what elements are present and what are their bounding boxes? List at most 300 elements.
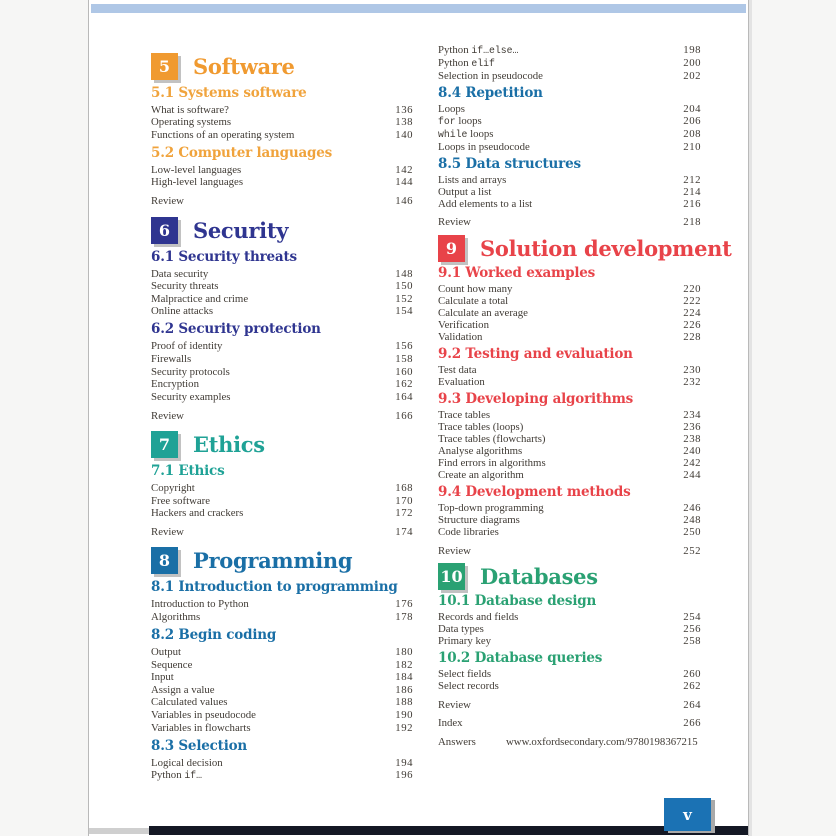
code-term: for: [438, 115, 456, 127]
book-page: [88, 0, 749, 836]
chapter-number: 7: [151, 431, 178, 458]
text-segment: Introduction to Python: [151, 598, 249, 611]
text-segment: Verification: [438, 319, 489, 332]
toc-entry-label: [151, 722, 251, 735]
toc-entry: [151, 482, 413, 495]
toc-entry-label: [151, 646, 181, 659]
toc-entry: [438, 717, 701, 729]
toc-entry: [438, 331, 701, 343]
toc-entry-page: 162: [395, 378, 413, 391]
chapter-heading-10: [438, 563, 701, 591]
toc-entry-page: 152: [395, 292, 413, 305]
toc-entry-label: [151, 495, 210, 508]
text-segment: Review: [151, 526, 184, 539]
text-segment: Create an algorithm: [438, 469, 524, 482]
toc-entry: [438, 469, 701, 481]
toc-entry-page: 212: [683, 173, 701, 186]
toc-entry: [151, 340, 413, 353]
chapter-number: 5: [151, 53, 178, 80]
text-segment: Assign a value: [151, 683, 215, 696]
toc-entry: [151, 353, 413, 366]
toc-entry-label: [438, 216, 471, 228]
toc-entry: [151, 104, 413, 117]
text-segment: Review: [151, 409, 184, 422]
text-segment: Count how many: [438, 283, 513, 296]
toc-entry-page: 258: [683, 635, 701, 648]
toc-entry-label: [438, 295, 508, 307]
chapter-title: Security: [193, 217, 289, 243]
code-term: if…: [184, 770, 202, 782]
text-segment: Primary key: [438, 635, 492, 648]
toc-entry-label: [151, 293, 248, 306]
toc-entry: [151, 495, 413, 508]
toc-entry-label: [438, 433, 546, 445]
text-segment: Proof of identity: [151, 340, 223, 353]
text-segment: Validation: [438, 331, 483, 344]
toc-entry-page: 208: [683, 127, 701, 140]
chapter-heading-5: [151, 51, 413, 81]
toc-entry-label: [151, 268, 208, 281]
toc-entry-label: [438, 103, 465, 115]
text-segment: Input: [151, 671, 174, 684]
text-segment: loops: [467, 127, 494, 140]
toc-entry-page: 252: [683, 544, 701, 557]
text-segment: Firewalls: [151, 353, 192, 366]
toc-entry: [151, 164, 413, 177]
text-segment: Index: [438, 717, 463, 730]
toc-entry-label: [438, 141, 530, 153]
chapter-number: 9: [438, 235, 465, 262]
section-heading: 8.5 Data structures: [438, 155, 581, 172]
toc-entry-page: 210: [683, 141, 701, 154]
text-segment: Evaluation: [438, 376, 485, 389]
section-heading: 6.1 Security threats: [151, 248, 297, 265]
toc-entry-label: [438, 623, 484, 635]
chapter-number: 10: [438, 563, 465, 590]
toc-entry-page: 250: [683, 525, 701, 538]
text-segment: Security threats: [151, 280, 219, 293]
toc-entry-page: 174: [395, 526, 413, 539]
toc-entry-label: [438, 376, 485, 388]
text-segment: Trace tables (flowcharts): [438, 432, 546, 445]
toc-entry-label: [438, 364, 477, 376]
toc-entry: [438, 611, 701, 623]
text-segment: Add elements to a list: [438, 197, 533, 210]
toc-entry: [151, 176, 413, 189]
chapter-number: 6: [151, 217, 178, 244]
toc-entry-page: 196: [395, 769, 413, 782]
text-segment: Python: [438, 44, 472, 56]
toc-entry-label: [438, 717, 463, 729]
toc-entry-label: [438, 445, 522, 457]
text-segment: Security examples: [151, 390, 231, 403]
toc-entry-label: [438, 409, 490, 421]
toc-entry: [151, 722, 413, 735]
text-segment: Review: [151, 195, 184, 208]
toc-entry: [438, 623, 701, 635]
toc-entry-page: 140: [395, 128, 413, 141]
toc-entry: [151, 757, 413, 770]
toc-entry: [438, 70, 701, 82]
toc-entry: [438, 115, 701, 128]
toc-entry-page: 160: [395, 365, 413, 378]
toc-entry-page: 262: [683, 680, 701, 692]
toc-entry: [151, 268, 413, 281]
section-heading: 8.1 Introduction to programming: [151, 579, 398, 596]
toc-entry: [438, 421, 701, 433]
toc-entry-label: [438, 283, 512, 295]
section-heading: 7.1 Ethics: [151, 463, 225, 479]
toc-entry-page: 156: [395, 340, 413, 353]
toc-entry-page: 220: [683, 283, 701, 296]
toc-entry-label: [151, 116, 231, 129]
text-segment: Output: [151, 646, 181, 659]
toc-entry-label: [151, 129, 294, 142]
section-heading: 9.4 Development methods: [438, 483, 631, 500]
toc-entry-label: [151, 195, 184, 208]
toc-entry: [438, 409, 701, 421]
toc-entry: [151, 611, 413, 624]
toc-entry-page: 218: [683, 216, 701, 229]
toc-entry-label: [151, 176, 243, 189]
toc-entry-label: [438, 70, 543, 82]
toc-entry-label: [438, 457, 546, 469]
toc-entry-label: [438, 514, 520, 526]
text-segment: Variables in pseudocode: [151, 709, 256, 722]
toc-entry: [151, 391, 413, 404]
toc-entry-label: [438, 174, 506, 186]
toc-entry-page: 154: [395, 305, 413, 318]
toc-entry-label: [438, 526, 499, 538]
toc-entry-page: 190: [395, 709, 413, 722]
toc-entry: [438, 668, 701, 680]
toc-entry-page: 244: [683, 469, 701, 482]
text-segment: High-level languages: [151, 176, 244, 189]
toc-entry-page: 188: [395, 696, 413, 709]
toc-entry: [438, 376, 701, 388]
toc-entry: [151, 280, 413, 293]
toc-entry-label: [438, 668, 491, 680]
section-heading: 9.3 Developing algorithms: [438, 390, 634, 407]
text-segment: Selection in pseudocode: [438, 70, 543, 83]
toc-entry-label: [438, 545, 471, 557]
toc-entry-label: [438, 635, 491, 647]
toc-entry-label: [151, 507, 243, 520]
text-segment: Trace tables (loops): [438, 420, 524, 433]
text-segment: Copyright: [151, 482, 195, 494]
toc-entry-page: 166: [395, 409, 413, 422]
toc-entry-page: 148: [395, 267, 413, 280]
toc-entry-page: 222: [683, 295, 701, 308]
text-segment: Operating systems: [151, 116, 232, 129]
toc-entry-page: 184: [395, 671, 413, 684]
toc-entry: [438, 457, 701, 469]
toc-entry-label: [438, 198, 532, 210]
toc-entry-page: 228: [683, 331, 701, 344]
chapter-title: Ethics: [193, 432, 265, 457]
text-segment: Calculated values: [151, 696, 228, 709]
bottom-edge-strip: [89, 828, 149, 834]
toc-entry-label: [438, 331, 482, 343]
toc-entry: [438, 364, 701, 376]
toc-entry-label: [151, 353, 191, 366]
toc-entry-page: 224: [683, 307, 701, 320]
text-segment: Encryption: [151, 378, 199, 391]
text-segment: Python: [438, 57, 472, 70]
toc-entry-label: [438, 57, 495, 70]
text-segment: Data security: [151, 267, 209, 280]
toc-entry: [151, 129, 413, 142]
toc-entry-page: 204: [683, 102, 701, 115]
text-segment: Loops in pseudocode: [438, 141, 530, 154]
toc-entry: [438, 545, 701, 557]
page-number: v: [683, 805, 692, 824]
text-segment: Calculate a total: [438, 295, 509, 308]
toc-entry-page: 176: [395, 598, 413, 611]
toc-entry-label: [151, 391, 230, 404]
toc-entry-label: [438, 699, 471, 711]
section-heading: 5.1 Systems software: [151, 84, 307, 101]
toc-entry: [151, 116, 413, 129]
toc-entry: [151, 646, 413, 659]
toc-entry: [438, 128, 701, 141]
toc-entry-page: 198: [683, 44, 701, 56]
toc-entry-page: 236: [683, 420, 701, 433]
toc-entry-page: 254: [683, 611, 701, 624]
toc-entry: [151, 305, 413, 318]
toc-entry-page: 256: [683, 623, 701, 636]
section-heading: 6.2 Security protection: [151, 321, 321, 338]
section-heading: 10.2 Database queries: [438, 649, 603, 666]
toc-entry: [151, 671, 413, 684]
section-heading: 8.3 Selection: [151, 737, 248, 754]
text-segment: Functions of an operating system: [151, 128, 295, 141]
chapter-heading-7: [151, 430, 413, 460]
toc-entry: [438, 526, 701, 538]
toc-entry: [151, 598, 413, 611]
section-heading: 8.4 Repetition: [438, 84, 543, 101]
toc-entry: [151, 410, 413, 423]
toc-entry-label: [151, 366, 230, 379]
toc-entry: [438, 680, 701, 692]
toc-entry-page: 192: [395, 721, 413, 734]
toc-entry-page: 206: [683, 114, 701, 127]
toc-entry: [151, 293, 413, 306]
toc-entry: [151, 526, 413, 539]
toc-entry-page: 142: [395, 163, 413, 176]
code-term: if…else…: [471, 45, 519, 56]
toc-entry-page: 248: [683, 513, 701, 526]
toc-entry-page: 214: [683, 185, 701, 198]
chapter-title: Databases: [480, 564, 598, 590]
toc-entry: [438, 198, 701, 210]
text-segment: Low-level languages: [151, 163, 242, 176]
toc-entry-label: [151, 757, 223, 770]
section-heading: 5.2 Computer languages: [151, 144, 333, 161]
toc-entry-label: [151, 598, 249, 611]
toc-entry-page: 146: [395, 195, 413, 208]
toc-entry-label: [151, 526, 184, 539]
text-segment: Structure diagrams: [438, 513, 520, 526]
toc-entry-page: 264: [683, 698, 701, 711]
toc-entry: [438, 307, 701, 319]
chapter-heading-6: [151, 215, 413, 245]
toc-entry: [438, 103, 701, 115]
toc-entry-page: 266: [683, 717, 701, 730]
code-term: elif: [471, 58, 495, 70]
toc-entry: [438, 502, 701, 514]
toc-entry-label: [151, 671, 174, 684]
toc-entry: [438, 635, 701, 647]
toc-column-right: [438, 44, 732, 748]
toc-entry: [151, 366, 413, 379]
toc-entry-page: 150: [395, 280, 413, 293]
toc-column-left: [151, 44, 413, 783]
toc-entry: [151, 507, 413, 520]
toc-entry-label: [151, 709, 256, 722]
toc-entry: [438, 216, 701, 228]
text-segment: Trace tables: [438, 408, 491, 421]
text-segment: Select fields: [438, 667, 492, 680]
text-segment: Malpractice and crime: [151, 292, 249, 305]
toc-entry-page: 242: [683, 457, 701, 470]
toc-entry: [151, 684, 413, 697]
text-segment: loops: [455, 114, 482, 127]
toc-entry-page: 144: [395, 176, 413, 189]
toc-entry: [438, 141, 701, 153]
answers-url: www.oxfordsecondary.com/9780198367215: [506, 735, 698, 748]
text-segment: Loops: [438, 102, 465, 115]
section-heading: 10.1 Database design: [438, 593, 597, 610]
toc-entry-label: [151, 482, 195, 495]
toc-entry: [438, 433, 701, 445]
toc-entry: [438, 283, 701, 295]
text-segment: Data types: [438, 623, 484, 636]
toc-entry: [151, 709, 413, 722]
toc-entry-page: 230: [683, 364, 701, 376]
text-segment: Online attacks: [151, 305, 214, 318]
chapter-title: Software: [193, 53, 295, 79]
toc-entry-label: [151, 684, 215, 697]
toc-entry-page: 216: [683, 197, 701, 210]
toc-entry-label: [151, 659, 192, 672]
text-segment: Analyse algorithms: [438, 444, 523, 457]
toc-entry-page: 168: [395, 482, 413, 494]
chapter-title: Programming: [193, 548, 353, 574]
text-segment: Variables in flowcharts: [151, 721, 251, 734]
toc-entry-page: 194: [395, 756, 413, 769]
toc-entry-page: 178: [395, 610, 413, 623]
toc-entry-label: [151, 340, 222, 353]
toc-entry-page: 200: [683, 57, 701, 70]
toc-entry: [438, 174, 701, 186]
toc-entry: [151, 696, 413, 709]
toc-entry-page: 246: [683, 501, 701, 514]
toc-entry-label: [438, 611, 518, 623]
text-segment: Calculate an average: [438, 307, 528, 320]
toc-entry-page: 238: [683, 432, 701, 445]
toc-entry-page: 202: [683, 70, 701, 83]
toc-entry-page: 186: [395, 683, 413, 696]
text-segment: Top-down programming: [438, 501, 544, 514]
chapter-heading-9: [438, 235, 732, 263]
text-segment: Review: [438, 698, 471, 711]
toc-entry: [438, 295, 701, 307]
answers-row: [438, 736, 701, 749]
toc-entry: [151, 195, 413, 208]
code-term: while: [438, 128, 468, 140]
toc-entry: [438, 319, 701, 331]
toc-entry: [151, 769, 413, 783]
toc-entry: [151, 378, 413, 391]
section-heading: 9.2 Testing and evaluation: [438, 346, 633, 362]
chapter-number: 8: [151, 547, 178, 574]
toc-entry-page: 138: [395, 116, 413, 129]
section-heading: 8.2 Begin coding: [151, 627, 277, 644]
toc-entry-page: 136: [395, 103, 413, 116]
toc-entry-label: [151, 696, 227, 709]
toc-entry: [438, 699, 701, 711]
toc-entry-page: 180: [395, 646, 413, 659]
toc-entry-label: [438, 115, 482, 128]
toc-entry-label: [151, 305, 213, 318]
bottom-bar: [149, 826, 748, 835]
text-segment: Select records: [438, 680, 499, 692]
text-segment: Lists and arrays: [438, 173, 507, 186]
toc-entry-page: 182: [395, 658, 413, 671]
text-segment: Test data: [438, 364, 477, 376]
section-heading: 9.1 Worked examples: [438, 265, 596, 282]
toc-entry-page: 234: [683, 408, 701, 421]
toc-entry-page: 172: [395, 507, 413, 520]
toc-entry-label: [438, 469, 524, 481]
toc-entry: [438, 514, 701, 526]
toc-entry-page: 158: [395, 353, 413, 366]
chapter-heading-8: [151, 546, 413, 576]
text-segment: Find errors in algorithms: [438, 457, 546, 470]
text-segment: Output a list: [438, 185, 492, 198]
toc-entry-label: [151, 280, 218, 293]
text-segment: Algorithms: [151, 610, 201, 623]
toc-entry-label: [438, 421, 523, 433]
toc-entry: [151, 659, 413, 672]
text-segment: Logical decision: [151, 756, 223, 769]
toc-entry: [438, 186, 701, 198]
text-segment: Free software: [151, 494, 211, 507]
page-number-badge: [664, 798, 711, 831]
text-segment: Python: [151, 769, 185, 782]
text-segment: Hackers and crackers: [151, 507, 244, 520]
toc-entry-label: [438, 128, 494, 141]
text-segment: Records and fields: [438, 611, 519, 624]
toc-entry-page: 226: [683, 319, 701, 332]
toc-entry-label: [438, 502, 544, 514]
toc-entry-label: [151, 378, 199, 391]
toc-entry-label: [438, 319, 489, 331]
text-segment: Code libraries: [438, 525, 499, 538]
toc-entry-label: [438, 680, 499, 692]
toc-entry-label: [151, 164, 241, 177]
text-segment: Review: [438, 544, 471, 557]
answers-label: Answers: [438, 735, 476, 748]
text-segment: Sequence: [151, 658, 193, 671]
text-segment: Security protocols: [151, 365, 230, 378]
page-top-bar: [91, 4, 746, 13]
toc-entry-page: 260: [683, 667, 701, 680]
toc-entry-page: 240: [683, 444, 701, 457]
text-segment: Review: [438, 216, 471, 229]
toc-entry-label: [438, 307, 528, 319]
